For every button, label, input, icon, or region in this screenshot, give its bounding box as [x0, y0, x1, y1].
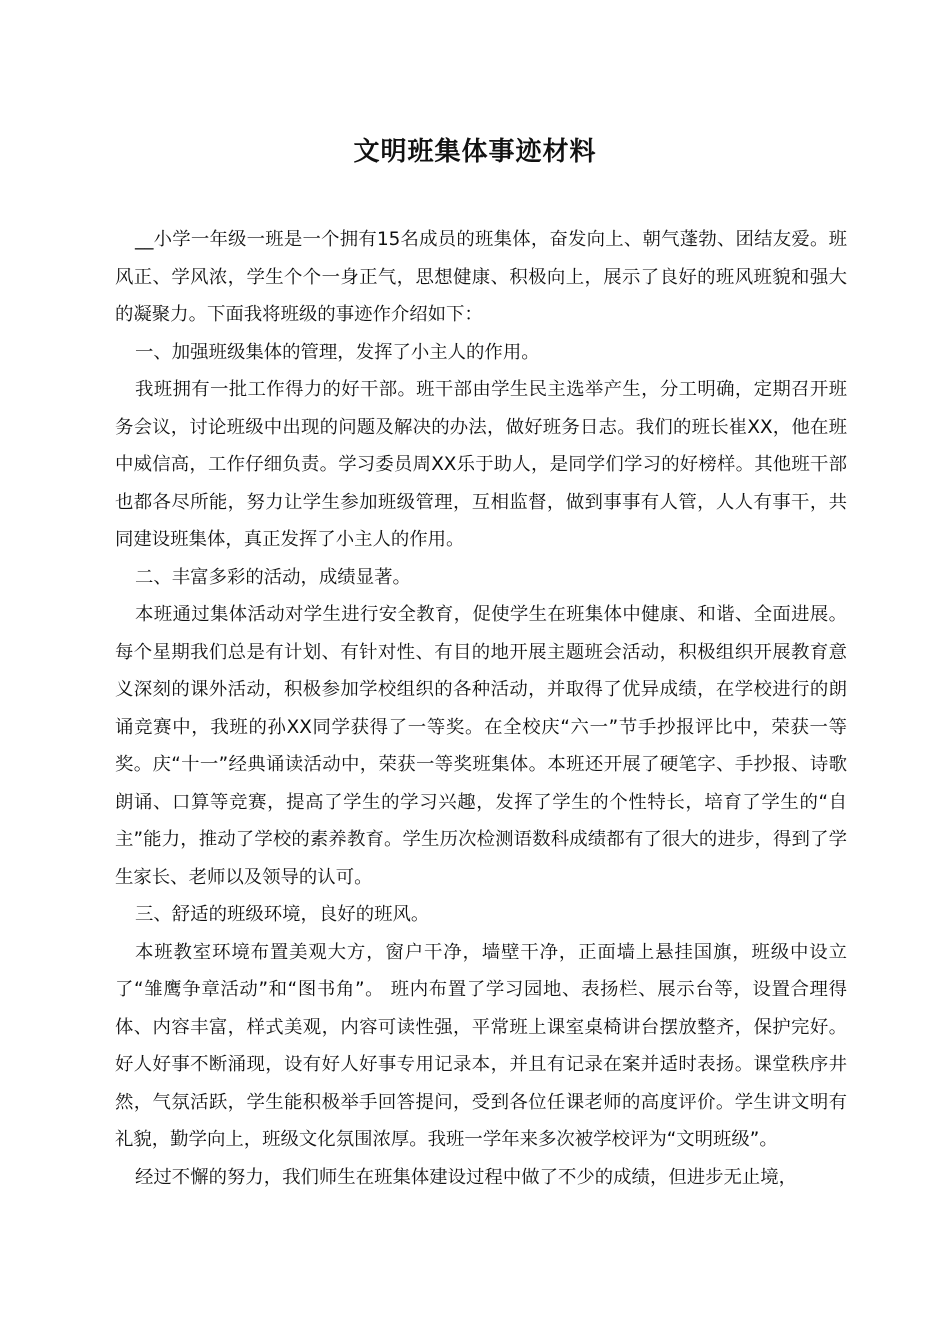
section-paragraph-1: 我班拥有一批工作得力的好干部。班干部由学生民主选举产生，分工明确，定期召开班务会议，讨论班级中出现的问题及解决的办法，做好班务日志。我们的班长崔XX，他在班中威信高，工作仔细负责。学习委员周XX乐于助人，是同学们学习的好榜样。其他班干部也都各尽所能，努力让学生参加班级管理，互相监督，做到事事有人管，人人有事干，共同建设班集体，真正发挥了小主人的作用。 — [115, 379, 847, 550]
section-heading-2: 二、丰富多彩的活动，成绩显著。 — [135, 566, 411, 588]
closing-paragraph: 经过不懈的努力，我们师生在班集体建设过程中做了不少的成绩，但进步无止境， — [135, 1166, 798, 1188]
document-body — [115, 221, 847, 1196]
intro-paragraph: __小学一年级一班是一个拥有15名成员的班集体，奋发向上、朝气蓬勃、团结友爱。班风正、学风浓，学生个个一身正气，思想健康、积极向上，展示了良好的班风班貌和强大的凝聚力。下面我将班级的事迹作介绍如下： — [115, 229, 847, 325]
section-paragraph-2: 本班通过集体活动对学生进行安全教育，促使学生在班集体中健康、和谐、全面进展。每个星期我们总是有计划、有针对性、有目的地开展主题班会活动，积极组织开展教育意义深刻的课外活动，积极参加学校组织的各种活动，并取得了优异成绩，在学校进行的朗诵竞赛中，我班的孙XX同学获得了一等奖。在全校庆“六一”节手抄报评比中，荣获一等奖。庆“十一”经典诵读活动中，荣获一等奖班集体。本班还开展了硬笔字、手抄报、诗歌朗诵、口算等竞赛，提高了学生的学习兴趣，发挥了学生的个性特长，培育了学生的“自主”能力，推动了学校的素养教育。学生历次检测语数科成绩都有了很大的进步，得到了学生家长、老师以及领导的认可。 — [115, 604, 847, 888]
section-heading-3: 三、舒适的班级环境，良好的班风。 — [135, 904, 430, 925]
section-paragraph-3: 本班教室环境布置美观大方，窗户干净，墙壁干净，正面墙上悬挂国旗，班级中设立了“雏鹰争章活动”和“图书角”。 班内布置了学习园地、表扬栏、展示台等，设置合理得体、内容丰富，样式美观，内容可读性强，平常班上课室桌椅讲台摆放整齐，保护完好。好人好事不断涌现，设有好人好事专用记录本，并且有记录在案并适时表扬。课堂秩序井然，气氛活跃，学生能积极举手回答提问，受到各位任课老师的高度评价。学生讲文明有礼貌，勤学向上，班级文化氛围浓厚。我班一学年来多次被学校评为“文明班级”。 — [115, 941, 847, 1150]
section-heading-1: 一、加强班级集体的管理，发挥了小主人的作用。 — [135, 341, 540, 363]
document-title: 文明班集体事迹材料 — [353, 137, 597, 167]
